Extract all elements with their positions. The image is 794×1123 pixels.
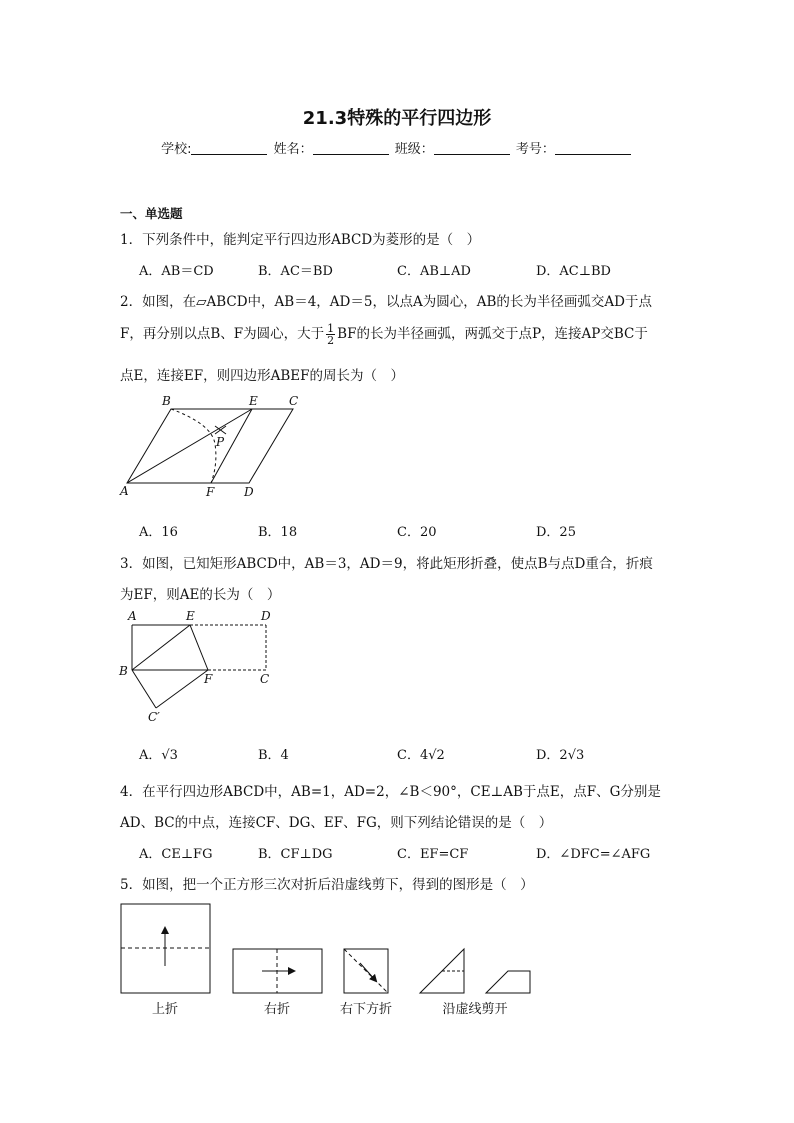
- q3-option-c: C．4√2: [397, 748, 445, 763]
- number-label: 考号：: [515, 142, 555, 157]
- number-blank: [555, 142, 631, 155]
- q1-option-d: D．AC⊥BD: [536, 264, 611, 279]
- label-c-prime: C′: [148, 710, 160, 724]
- arrow-down-right-icon: [360, 963, 376, 981]
- segment-bc-prime: [132, 670, 156, 708]
- parallelogram-abcd: [127, 409, 293, 483]
- segment-c-prime-f: [156, 670, 208, 708]
- label-c: C: [260, 672, 270, 686]
- cut-piece: [486, 971, 530, 993]
- q4-option-d: D．∠DFC=∠AFG: [536, 847, 651, 862]
- school-label: 学校:: [161, 142, 192, 157]
- q1-stem: 1．下列条件中，能判定平行四边形ABCD为菱形的是（ ）: [120, 232, 481, 248]
- q3-rectangle-fold-figure: [112, 608, 282, 726]
- label-c: C: [289, 394, 299, 408]
- q2-option-d: D．25: [536, 525, 576, 540]
- q2-line3: 点E，连接EF，则四边形ABEF的周长为（ ）: [120, 368, 404, 384]
- fraction-denominator: 2: [327, 334, 335, 347]
- section-heading: 一、单选题: [120, 206, 183, 221]
- q2-line2-a: F，再分别以点B、F为圆心，大于: [120, 326, 325, 342]
- class-label: 班级：: [394, 142, 434, 157]
- q3-line1: 3．如图，已知矩形ABCD中，AB＝3，AD＝9，将此矩形折叠，使点B与点D重合，折痕: [120, 556, 653, 572]
- q3-line2: 为EF，则AE的长为（ ）: [120, 587, 281, 603]
- q3-option-b: B．4: [258, 748, 289, 763]
- dashed-arc: [171, 409, 216, 483]
- label-b: B: [162, 394, 171, 408]
- caption-fold-right: 右折: [263, 1002, 291, 1017]
- q3-option-a: A．√3: [139, 748, 178, 763]
- q4-line2: AD、BC的中点，连接CF、DG、EF、FG，则下列结论错误的是（ ）: [120, 815, 553, 831]
- q3-option-d: D．2√3: [536, 748, 585, 763]
- class-blank: [434, 142, 510, 155]
- q5-folding-figure: [112, 898, 542, 1022]
- q1-option-a: A．AB＝CD: [139, 264, 214, 279]
- q4-option-b: B．CF⊥DG: [258, 847, 333, 862]
- q2-line2: [120, 322, 648, 346]
- label-p: P: [216, 435, 225, 449]
- school-blank: [191, 142, 267, 155]
- label-e: E: [249, 394, 258, 408]
- crease-ef: [190, 625, 208, 670]
- q5-stem: 5．如图，把一个正方形三次对折后沿虚线剪下，得到的图形是（ ）: [120, 877, 534, 893]
- q2-option-a: A．16: [139, 525, 178, 540]
- label-e: E: [186, 609, 195, 623]
- label-f: F: [204, 672, 213, 686]
- page-title: 21.3特殊的平行四边形: [302, 108, 492, 129]
- q4-line1: 4．在平行四边形ABCD中，AB=1，AD=2，∠B＜90°，CE⊥AB于点E，点F、G分别是: [120, 784, 661, 800]
- label-a: A: [128, 609, 137, 623]
- fold-line-diagonal: [344, 949, 388, 993]
- q2-line1: 2．如图，在▱ABCD中，AB＝4，AD＝5，以点A为圆心，AB的长为半径画弧交AD于点: [120, 294, 652, 310]
- q4-option-a: A．CE⊥FG: [139, 847, 213, 862]
- one-half-fraction: [326, 323, 335, 346]
- q2-line2-b: BF的长为半径画弧，两弧交于点P，连接AP交BC于: [337, 326, 648, 342]
- student-info-line: [0, 138, 794, 157]
- name-blank: [313, 142, 389, 155]
- label-d: D: [244, 485, 254, 499]
- caption-fold-up: 上折: [151, 1002, 179, 1017]
- segment-be: [132, 625, 190, 670]
- name-label: 姓名：: [273, 142, 313, 157]
- fraction-numerator: 1: [327, 322, 335, 335]
- segment-ae: [127, 409, 252, 483]
- caption-cut: 沿虚线剪开: [442, 1002, 508, 1017]
- q1-option-c: C．AB⊥AD: [397, 264, 471, 279]
- label-f: F: [206, 485, 215, 499]
- q1-option-b: B．AC＝BD: [258, 264, 333, 279]
- q2-option-b: B．18: [258, 525, 298, 540]
- label-a: A: [120, 484, 129, 498]
- q4-option-c: C．EF=CF: [397, 847, 469, 862]
- label-b: B: [119, 664, 128, 678]
- q2-option-c: C．20: [397, 525, 437, 540]
- label-d: D: [261, 609, 271, 623]
- caption-fold-down-right: 右下方折: [339, 1002, 393, 1017]
- q2-parallelogram-figure: [112, 394, 312, 502]
